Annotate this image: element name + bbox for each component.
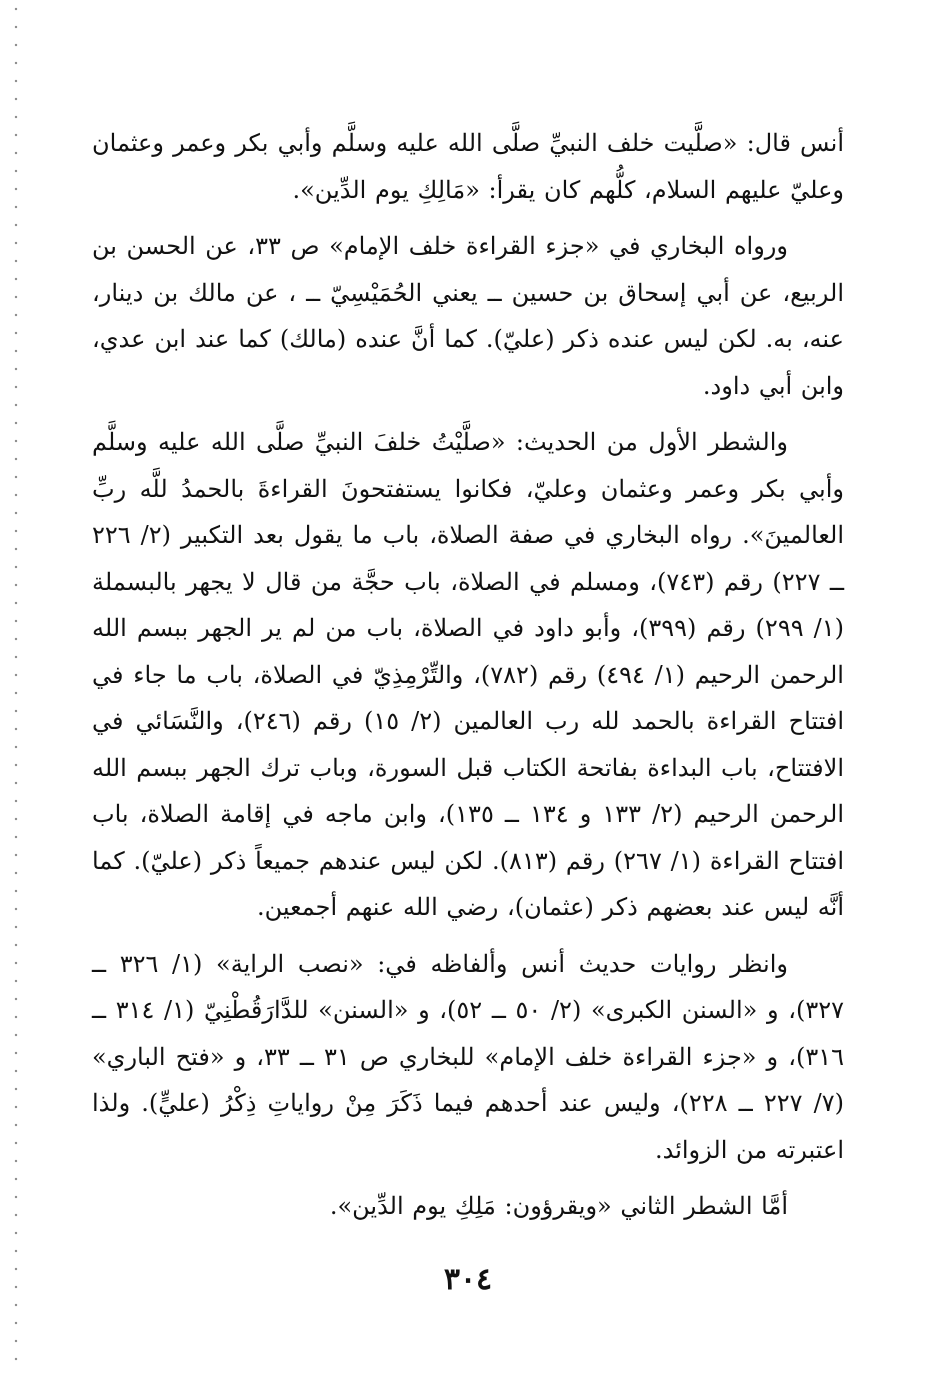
scan-edge-dots	[14, 0, 18, 1373]
paragraph-2: ورواه البخاري في «جزء القراءة خلف الإمام» ص ٣٣، عن الحسن بن الربيع، عن أبي إسحاق بن حسين ــ يعني الحُمَيْسِيّ ــ ، عن مالك بن دينار، عنه، به. لكن ليس عنده ذكر (عليّ). كما أنَّ عنده (مالك) كما عند ابن عدي، وابن أبي داود.	[92, 232, 844, 400]
paragraph-3: والشطر الأول من الحديث: «صلَّيْتُ خلفَ النبيِّ صلَّى الله عليه وسلَّم وأبي بكر وعمر وعثمان وعليّ، فكانوا يستفتحونَ القراءةَ بالحمدُ للَّه ربِّ العالمينَ». رواه البخاري في صفة الصلاة، باب ما يقول بعد التكبير (٢/ ٢٢٦ ــ ٢٢٧) رقم (٧٤٣)، ومسلم في الصلاة، باب حجَّة من قال لا يجهر بالبسملة (١/ ٢٩٩) رقم (٣٩٩)، وأبو داود في الصلاة، باب من لم ير الجهر ببسم الله الرحمن الرحيم (١/ ٤٩٤) رقم (٧٨٢)، والتِّرْمِذِيّ في الصلاة، باب ما جاء في افتتاح القراءة بالحمد لله رب العالمين (٢/ ١٥) رقم (٢٤٦)، والنَّسَائي في الافتتاح، باب البداءة بفاتحة الكتاب قبل السورة، وباب ترك الجهر ببسم الله الرحمن الرحيم (٢/ ١٣٣ و ١٣٤ ــ ١٣٥)، وابن ماجه في إقامة الصلاة، باب افتتاح القراءة (١/ ٢٦٧) رقم (٨١٣). لكن ليس عندهم جميعاً ذكر (عليّ). كما أنَّه ليس عند بعضهم ذكر (عثمان)، رضي الله عنهم أجمعين.	[92, 428, 845, 921]
page-text	[92, 120, 844, 1230]
paragraph-4: وانظر روايات حديث أنس وألفاظه في: «نصب الراية» (١/ ٣٢٦ ــ ٣٢٧)، و «السنن الكبرى» (٢/ ٥٠ ــ ٥٢)، و «السنن» للدَّارَقُطْنِيّ (١/ ٣١٤ ــ ٣١٦)، و «جزء القراءة خلف الإمام» للبخاري ص ٣١ ــ ٣٣، و «فتح الباري» (٧/ ٢٢٧ ــ ٢٢٨)، وليس عند أحدهم فيما ذَكَرَ مِنْ رواياتِ ذِكْرُ (عليٍّ). ولذا اعتبرته من الزوائد.	[92, 949, 844, 1164]
page-number: ٣٠٤	[443, 1262, 493, 1297]
paragraph-1: أنس قال: «صلَّيت خلف النبيِّ صلَّى الله عليه وسلَّم وأبي بكر وعمر وعثمان وعليّ عليهم السلام، كلُّهم كان يقرأ: «مَالِكِ يوم الدِّين».	[92, 129, 844, 204]
paragraph-5: أمَّا الشطر الثاني «ويقرؤون: مَلِكِ يوم الدِّين».	[329, 1192, 788, 1220]
